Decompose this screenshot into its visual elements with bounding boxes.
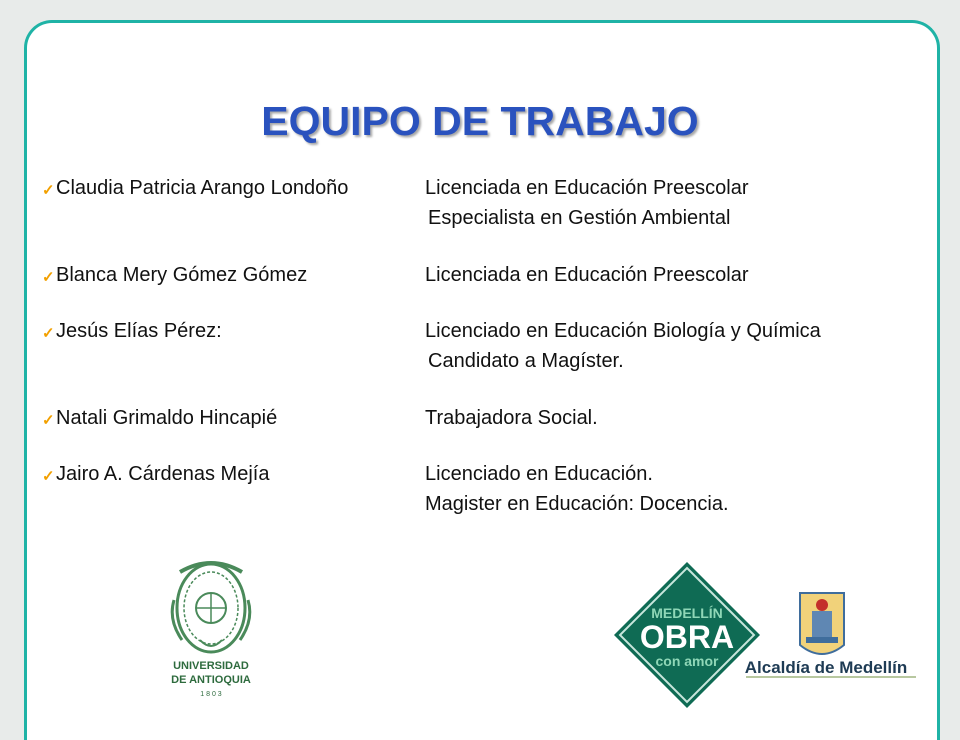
udea-line1: UNIVERSIDAD (173, 660, 249, 672)
check-icon: ✓ (42, 325, 55, 342)
alcaldia-de-medellin-logo (740, 585, 920, 690)
check-icon: ✓ (42, 269, 55, 286)
udea-year: 1 8 0 3 (200, 691, 222, 698)
member-title: Licenciada en Educación Preescolar (425, 264, 749, 286)
slide-title: EQUIPO DE TRABAJO (261, 98, 699, 144)
member-name: Blanca Mery Gómez Gómez (56, 264, 308, 286)
member-title: Licenciado en Educación. (425, 463, 653, 485)
member-title: Candidato a Magíster. (428, 350, 624, 372)
check-icon: ✓ (42, 412, 55, 429)
member-title: Magister en Educación: Docencia. (425, 493, 729, 515)
universidad-de-antioquia-logo (160, 560, 262, 700)
check-icon: ✓ (42, 182, 55, 199)
obra-line2: OBRA (639, 619, 735, 655)
member-name: Natali Grimaldo Hincapié (56, 407, 278, 429)
member-title: Especialista en Gestión Ambiental (428, 207, 731, 229)
member-title: Licenciado en Educación Biología y Química (425, 320, 821, 342)
alcaldia-text: Alcaldía de Medellín (744, 658, 908, 677)
member-title: Licenciada en Educación Preescolar (425, 177, 749, 199)
member-name: Claudia Patricia Arango Londoño (56, 177, 349, 199)
member-name: Jairo A. Cárdenas Mejía (56, 463, 270, 485)
obra-line3: con amor (655, 653, 719, 669)
obra-line1: MEDELLÍN (651, 605, 723, 621)
udea-line2: DE ANTIOQUIA (171, 674, 251, 686)
member-name: Jesús Elías Pérez: (56, 320, 222, 342)
member-title: Trabajadora Social. (425, 407, 598, 429)
check-icon: ✓ (42, 468, 55, 485)
